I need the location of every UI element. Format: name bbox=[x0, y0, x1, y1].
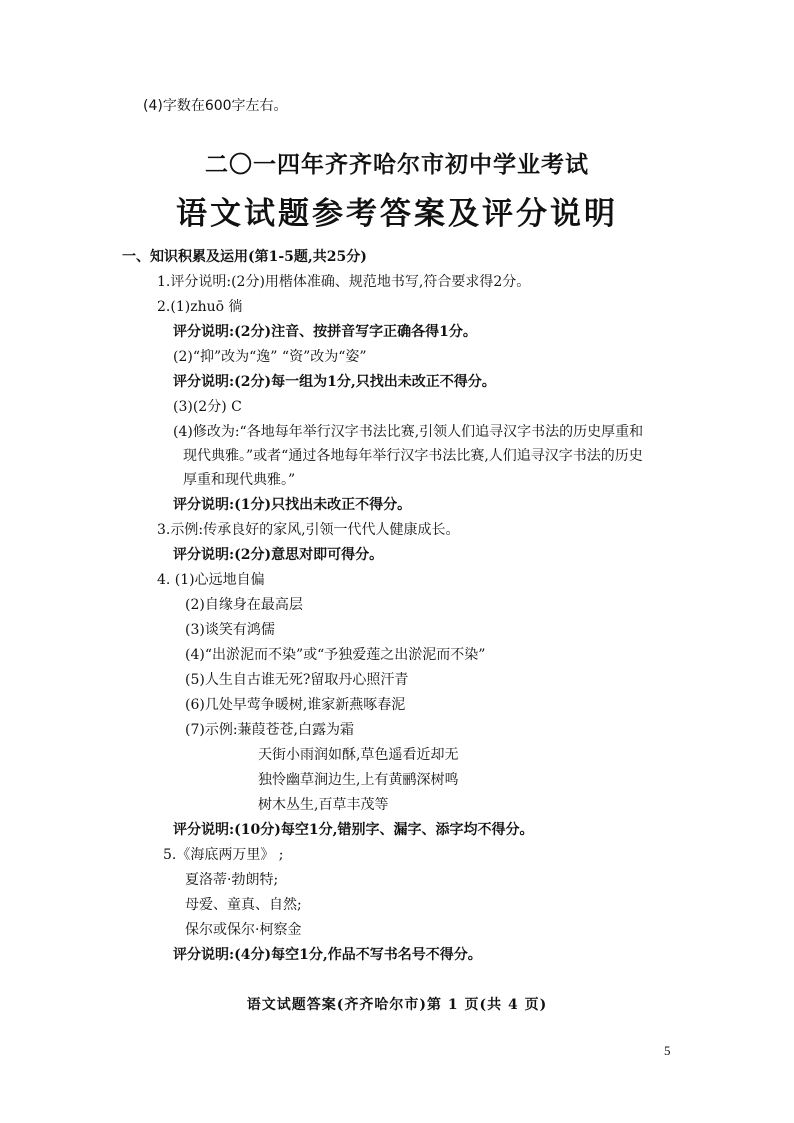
answer-line: (2)“抑”改为“逸” “资”改为“姿” bbox=[173, 349, 367, 365]
page-footer: 语文试题答案(齐齐哈尔市)第 1 页(共 4 页) bbox=[246, 997, 548, 1013]
answer-line: 天街小雨润如酥,草色遥看近却无 bbox=[258, 747, 459, 763]
answer-line: (6)几处早莺争暖树,谁家新燕啄春泥 bbox=[185, 697, 406, 713]
answer-line: 现代典雅。”或者“通过各地每年举行汉字书法比赛,人们追寻汉字书法的历史 bbox=[183, 448, 643, 464]
answer-line: 2.(1)zhuō 徜 bbox=[157, 299, 243, 315]
answer-line: 厚重和现代典雅。” bbox=[183, 472, 296, 488]
exam-title: 二〇一四年齐齐哈尔市初中学业考试 bbox=[205, 151, 589, 178]
answer-line: 保尔或保尔·柯察金 bbox=[185, 922, 302, 938]
answer-line: (5)人生自古谁无死?留取丹心照汗青 bbox=[185, 672, 409, 688]
answer-line: (3)(2分) C bbox=[173, 399, 242, 415]
scoring-note: 评分说明:(2分)意思对即可得分。 bbox=[173, 547, 384, 563]
document-title: 语文试题参考答案及评分说明 bbox=[176, 196, 618, 232]
answer-line: 母爱、童真、自然; bbox=[185, 897, 302, 913]
answer-line: 独怜幽草涧边生,上有黄鹂深树鸣 bbox=[258, 772, 459, 788]
top-note: (4)字数在600字左右。 bbox=[143, 98, 288, 114]
scoring-note: 评分说明:(10分)每空1分,错别字、漏字、添字均不得分。 bbox=[173, 822, 534, 838]
answer-line: (7)示例:蒹葭苍苍,白露为霜 bbox=[185, 722, 354, 738]
section-heading: 一、知识积累及运用(第1-5题,共25分) bbox=[122, 249, 367, 265]
answer-line: 5.《海底两万里》 ; bbox=[163, 847, 284, 863]
answer-line: 夏洛蒂·勃朗特; bbox=[185, 872, 279, 888]
scoring-note: 评分说明:(2分)每一组为1分,只找出未改正不得分。 bbox=[173, 374, 496, 390]
scoring-note: 评分说明:(1分)只找出未改正不得分。 bbox=[173, 497, 412, 513]
scoring-note: 评分说明:(2分)注音、按拼音写字正确各得1分。 bbox=[173, 324, 477, 340]
answer-line: 3.示例:传承良好的家风,引领一代代人健康成长。 bbox=[157, 522, 460, 538]
answer-line: (4)修改为:“各地每年举行汉字书法比赛,引领人们追寻汉字书法的历史厚重和 bbox=[173, 424, 644, 440]
page-number: 5 bbox=[664, 1043, 671, 1058]
answer-line: 4. (1)心远地自偏 bbox=[157, 572, 265, 588]
scoring-note: 评分说明:(4分)每空1分,作品不写书名号不得分。 bbox=[173, 947, 482, 963]
answer-line: (2)自缘身在最高层 bbox=[185, 597, 303, 613]
answer-line: 1.评分说明:(2分)用楷体准确、规范地书写,符合要求得2分。 bbox=[157, 274, 531, 290]
answer-line: (4)“出淤泥而不染”或“予独爱莲之出淤泥而不染” bbox=[185, 647, 486, 663]
answer-line: 树木丛生,百草丰茂等 bbox=[258, 797, 389, 813]
answer-line: (3)谈笑有鸿儒 bbox=[185, 622, 275, 638]
